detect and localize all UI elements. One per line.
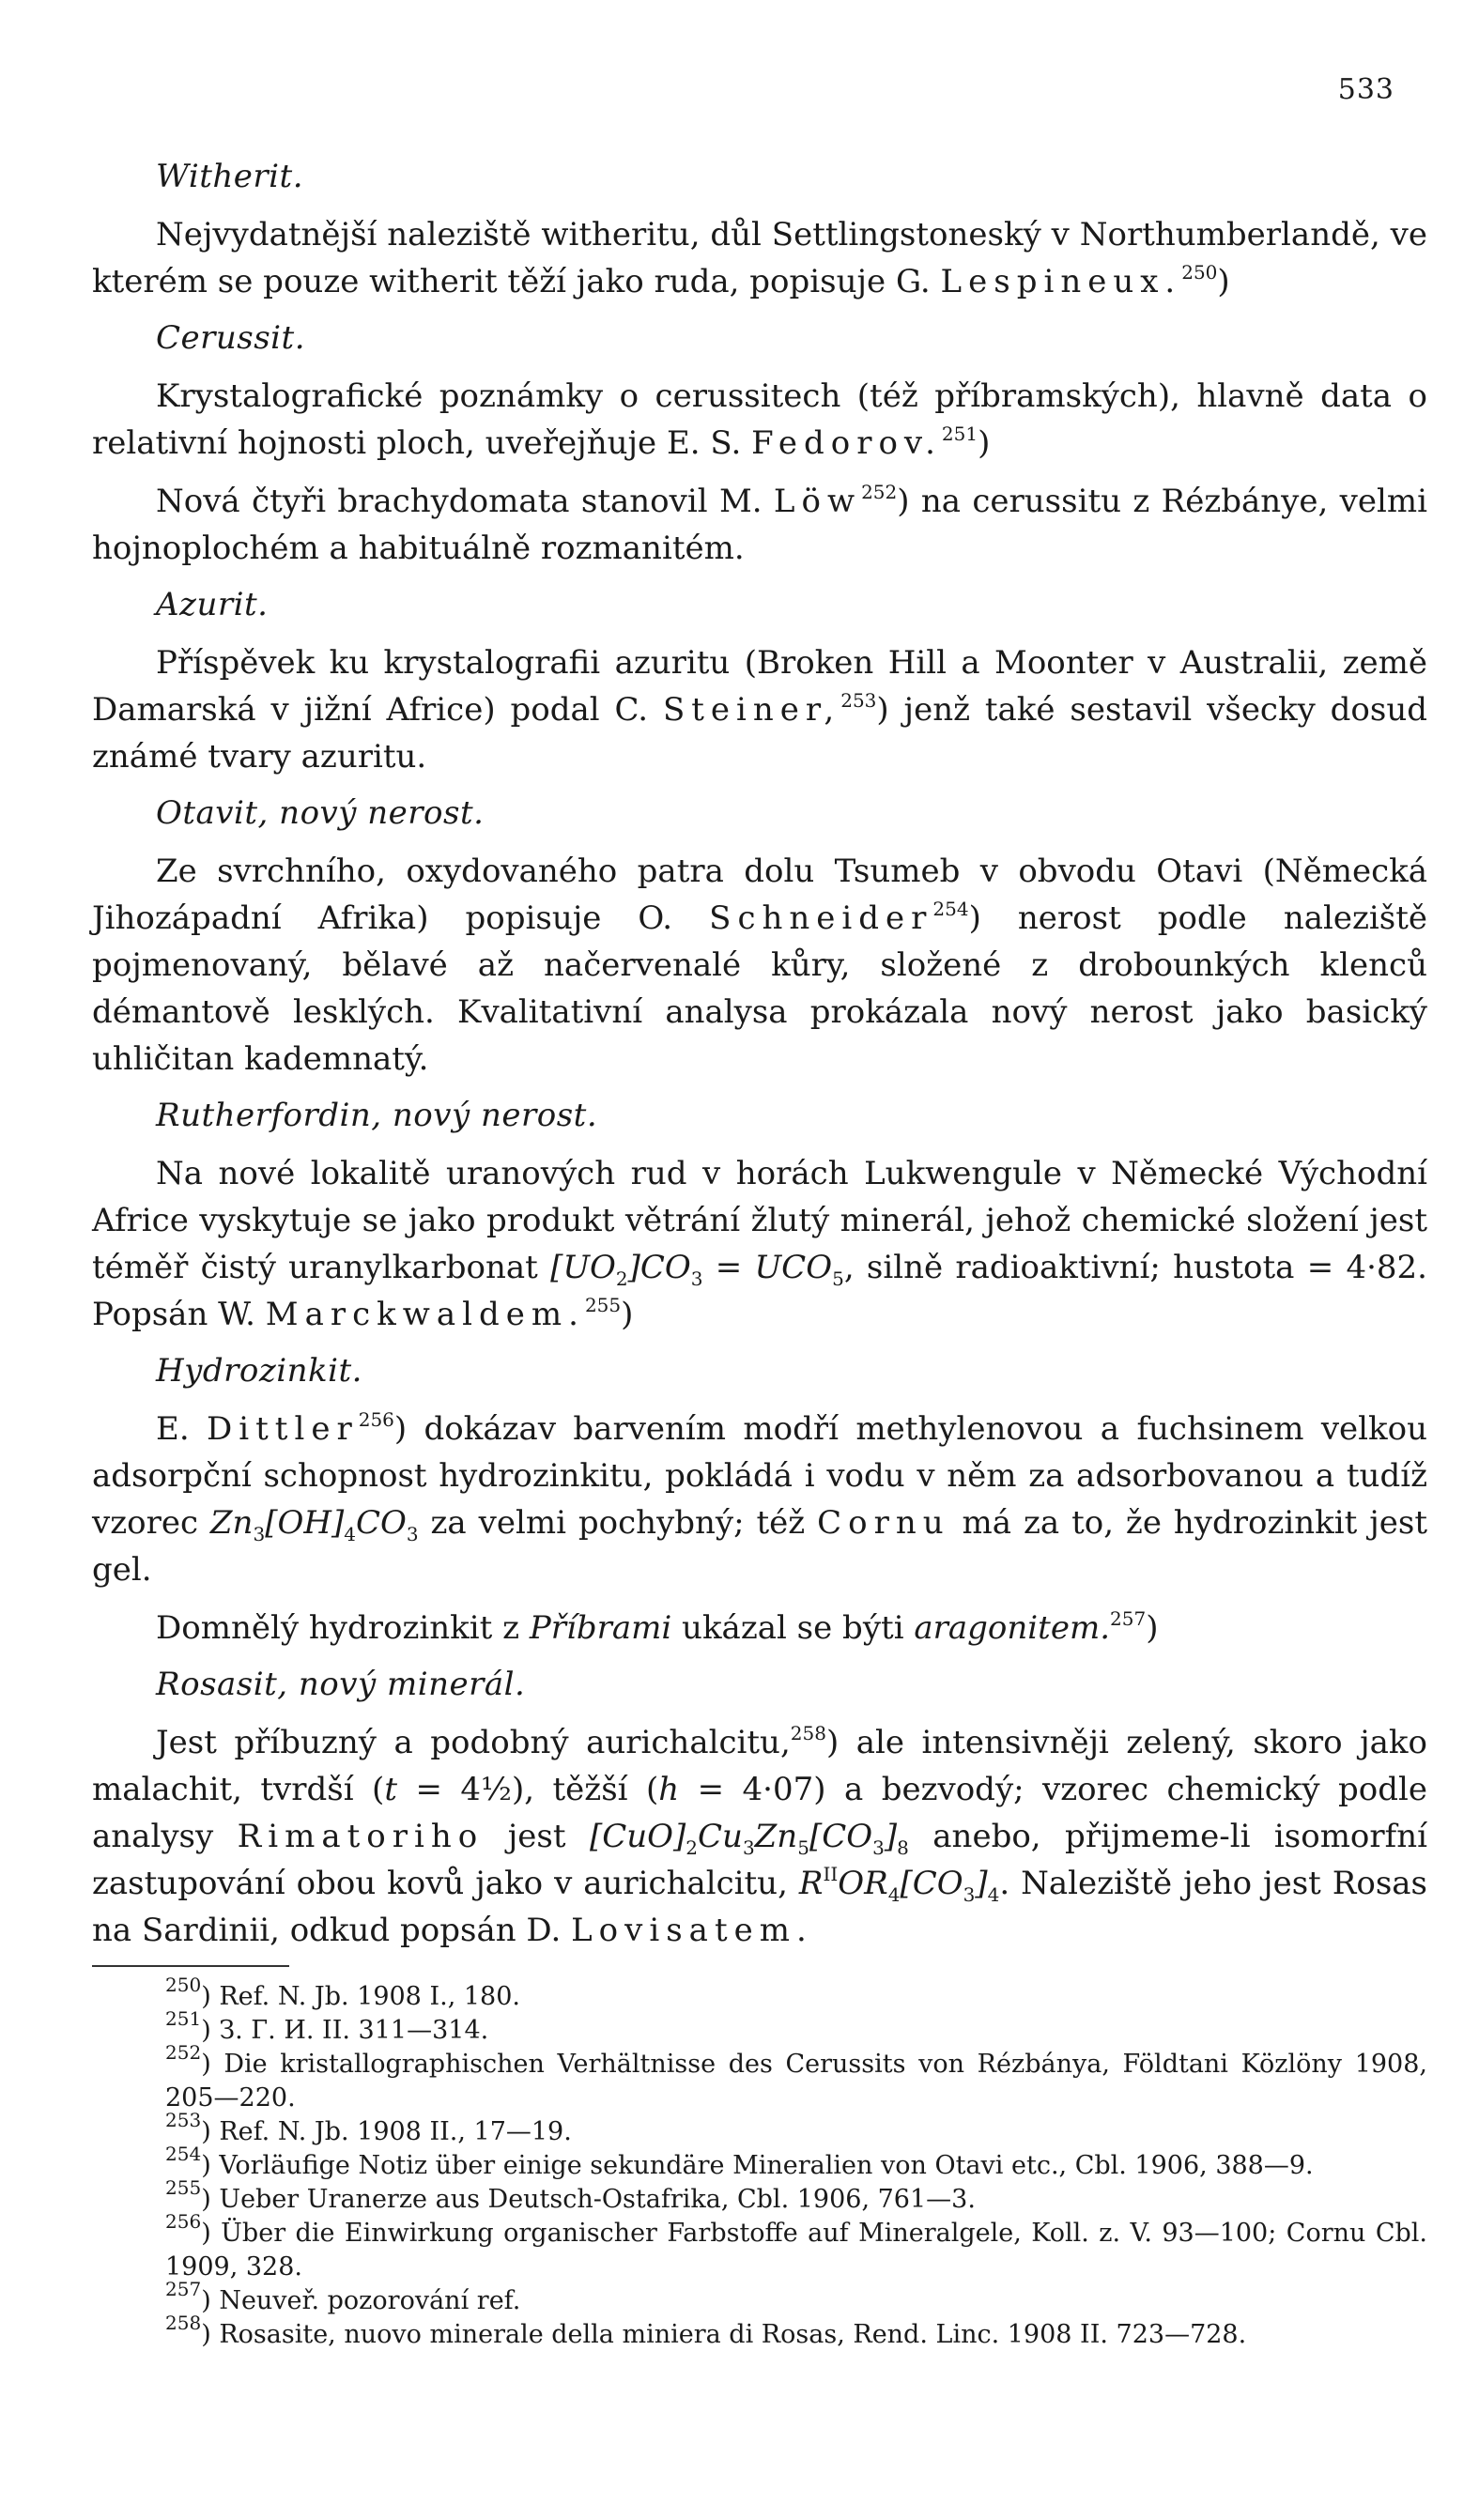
paragraph: Na nové lokalitě uranových rud v horách Lukwengule v Německé Východní Africe vyskytuje se jako produkt větrání žlutý minerál, jehož chemické složení jest téměř čistý uranylkarbonat $[UO_2]CO_3 = UCO_5$, silně radioaktivní; hustota = 4·82. Popsán W. Marckwaldem.$^{255}$) [92,1155,1427,1333]
footnote-number: 250 [165,1974,202,1996]
footnote: $^{256}$) Über die Einwirkung organischer Farbstoffe auf Mineralgele, Koll. z. V. 93—100; Cornu Cbl. 1909, 328. [165,2210,1427,2282]
footnote-ref: 257 [1110,1607,1147,1630]
subscript: 3 [253,1522,266,1545]
section-heading: Azurit. [156,586,269,623]
footnote-ref: II [823,1863,839,1885]
italic-text: ] [975,1865,988,1902]
paragraph: Domnělý hydrozinkit z Příbrami ukázal se býti aragonitem.$^{257}$) [156,1607,1159,1647]
subscript: 3 [872,1836,885,1859]
italic-text: ] [884,1818,898,1855]
italic-text: h [658,1771,680,1808]
subscript: 4 [987,1882,1000,1906]
footnote-ref: 253 [840,689,877,712]
footnote: $^{257}$) Neuveř. pozorování ref. [165,2278,521,2315]
subscript: 5 [832,1267,844,1290]
footnote-text: Vorläufige Notiz über einige sekundäre Mineralien von Otavi etc., Cbl. 1906, 388—9. [219,2151,1314,2180]
italic-text: [OH] [265,1504,345,1542]
main-text [92,155,1427,2352]
footnote-text: Die kristallographischen Verhältnisse des Cerussits von Rézbánya, Földtani Közlöny 1908, 205—220. [165,2050,1427,2113]
italic-text: Cu [698,1818,743,1855]
subscript: 3 [963,1882,976,1906]
spaced-name: Dittler [207,1410,359,1448]
italic-text: [CO [900,1865,963,1902]
footnote-ref: 258 [790,1722,826,1744]
spaced-name: Rimatoriho [237,1818,485,1855]
italic-text: Příbrami [529,1609,672,1647]
footnote-number: 251 [165,2007,202,2030]
subscript: 3 [406,1522,419,1545]
italic-text: ]CO [627,1249,691,1286]
spaced-name: Lovisatem. [571,1912,813,1949]
spaced-name: Lespineux. [940,263,1182,300]
footnote-number: 252 [165,2041,202,2064]
footnote-number: 253 [165,2109,202,2131]
italic-text: [CO [809,1818,873,1855]
italic-text: = UCO [702,1249,833,1286]
footnote-text: З. Г. И. II. 311—314. [219,2016,489,2045]
footnote-number: 257 [165,2278,202,2300]
footnote-ref: 254 [932,898,969,920]
subscript: 8 [897,1836,909,1859]
italic-text: Zn [754,1818,798,1855]
footnote-text: Rosasite, nuovo minerale della miniera di Rosas, Rend. Linc. 1908 II. 723—728. [219,2320,1247,2349]
footnote-ref: 255 [584,1294,622,1316]
page-number: 533 [1337,73,1394,106]
section-heading: Rutherfordin, nový nerost. [156,1097,598,1134]
footnote-number: 256 [165,2210,202,2233]
footnote-text: Ref. N. Jb. 1908 II., 17—19. [219,2117,572,2146]
section-heading: Otavit, nový nerost. [156,794,485,832]
paragraph: Nová čtyři brachydomata stanovil M. Löw$^{252}$) na cerussitu z Rézbánye, velmi hojnoplochém a habituálně rozmanitém. [92,481,1427,567]
subscript: 4 [344,1522,356,1545]
footnote-ref: 256 [358,1408,394,1431]
paragraph: Ze svrchního, oxydovaného patra dolu Tsumeb v obvodu Otavi (Německá Jihozápadní Afrika) popisuje O. Schneider$^{254}$) nerost podle naleziště pojmenovaný, bělavé až načervenalé kůry, složené z drobounkých klenců démantově lesklých. Kvalitativní analysa prokázala nový nerost jako basický uhličitan kademnatý. [92,853,1428,1078]
section-heading: Cerussit. [156,319,306,357]
subscript: 5 [797,1836,809,1859]
italic-text: R [798,1865,824,1902]
footnote-divider [92,1965,289,1967]
footnote: $^{253}$) Ref. N. Jb. 1908 II., 17—19. [165,2109,572,2146]
italic-text: [UO [550,1249,616,1286]
subscript: 3 [690,1267,703,1290]
footnote: $^{255}$) Ueber Uranerze aus Deutsch-Ostafrika, Cbl. 1906, 761—3. [165,2176,976,2214]
italic-text: t [384,1771,397,1808]
spaced-name: Marckwaldem. [265,1296,585,1333]
footnote-text: Über die Einwirkung organischer Farbstoffe auf Mineralgele, Koll. z. V. 93—100; Cornu Cbl. 1909, 328. [165,2219,1427,2282]
footnote-number: 258 [165,2312,202,2334]
footnote: $^{258}$) Rosasite, nuovo minerale della miniera di Rosas, Rend. Linc. 1908 II. 723—728. [165,2312,1247,2349]
spaced-name: Löw [773,483,862,520]
footnote-ref: 250 [1181,261,1218,284]
subscript: 3 [742,1836,755,1859]
footnote: $^{252}$) Die kristallographischen Verhältnisse des Cerussits von Rézbánya, Földtani Közlöny 1908, 205—220. [165,2041,1427,2113]
section-heading: Rosasit, nový minerál. [156,1666,526,1703]
section-heading: Witherit. [156,158,304,195]
italic-text: Zn [209,1504,254,1542]
subscript: 4 [887,1882,901,1906]
footnote: $^{254}$) Vorläufige Notiz über einige sekundäre Mineralien von Otavi etc., Cbl. 1906, 388—9. [165,2143,1314,2180]
italic-text: aragonitem. [914,1609,1111,1647]
paragraph: Krystalografické poznámky o cerussitech (též příbramských), hlavně data o relativní hojnosti ploch, uveřejňuje E. S. Fedorov.$^{251}$) [92,377,1427,462]
spaced-name: Cornu [817,1504,950,1542]
paragraph: Příspěvek ku krystalografii azuritu (Broken Hill a Moonter v Australii, země Damarská v jižní Africe) podal C. Steiner,$^{253}$) jenž také sestavil všecky dosud známé tvary azuritu. [92,644,1427,776]
italic-text: [CuO] [589,1818,686,1855]
section-heading: Hydrozinkit. [156,1352,362,1390]
footnote-text: Neuveř. pozorování ref. [219,2286,521,2315]
spaced-name: Steiner, [662,691,841,729]
paragraph: E. Dittler$^{256}$) dokázav barvením modří methylenovou a fuchsinem velkou adsorpční schopnost hydrozinkitu, pokládá i vodu v něm za adsorbovanou a tudíž vzorec $Zn_3[OH]_4CO_3$ za velmi pochybný; též Cornu má za to, že hydrozinkit jest gel. [92,1408,1427,1589]
footnote-text: Ref. N. Jb. 1908 I., 180. [219,1982,520,2011]
footnote-text: Ueber Uranerze aus Deutsch-Ostafrika, Cbl. 1906, 761—3. [219,2185,976,2214]
footnote: $^{251}$) З. Г. И. II. 311—314. [165,2007,489,2045]
footnote: $^{250}$) Ref. N. Jb. 1908 I., 180. [165,1974,520,2011]
footnote-ref: 252 [861,481,898,503]
spaced-name: Fedorov. [751,424,942,462]
footnote-number: 255 [165,2176,202,2199]
paragraph: Jest příbuzný a podobný aurichalcitu,$^{258}$) ale intensivněji zelený, skoro jako malachit, tvrdší (t = 4½), těžší (h = 4·07) a bezvodý; vzorec chemický podle analysy Rimatoriho jest $[CuO]_2Cu_3Zn_5[CO_3]_8$ anebo, přijmeme-li isomorfní zastupování obou kovů jako v aurichalcitu, $R^{II}OR_4[CO_3]_4$. Naleziště jeho jest Rosas na Sardinii, odkud popsán D. Lovisatem. [92,1722,1428,1949]
subscript: 2 [686,1836,699,1859]
italic-text: CO [355,1504,407,1542]
footnote-ref: 251 [941,423,978,445]
subscript: 2 [615,1267,628,1290]
spaced-name: Schneider [709,899,933,937]
footnote-number: 254 [165,2143,202,2165]
italic-text: OR [838,1865,888,1902]
paragraph: Nejvydatnější naleziště witheritu, důl Settlingstoneský v Northumberlandě, ve kterém se pouze witherit těží jako ruda, popisuje G. Lespineux.$^{250}$) [92,216,1427,300]
